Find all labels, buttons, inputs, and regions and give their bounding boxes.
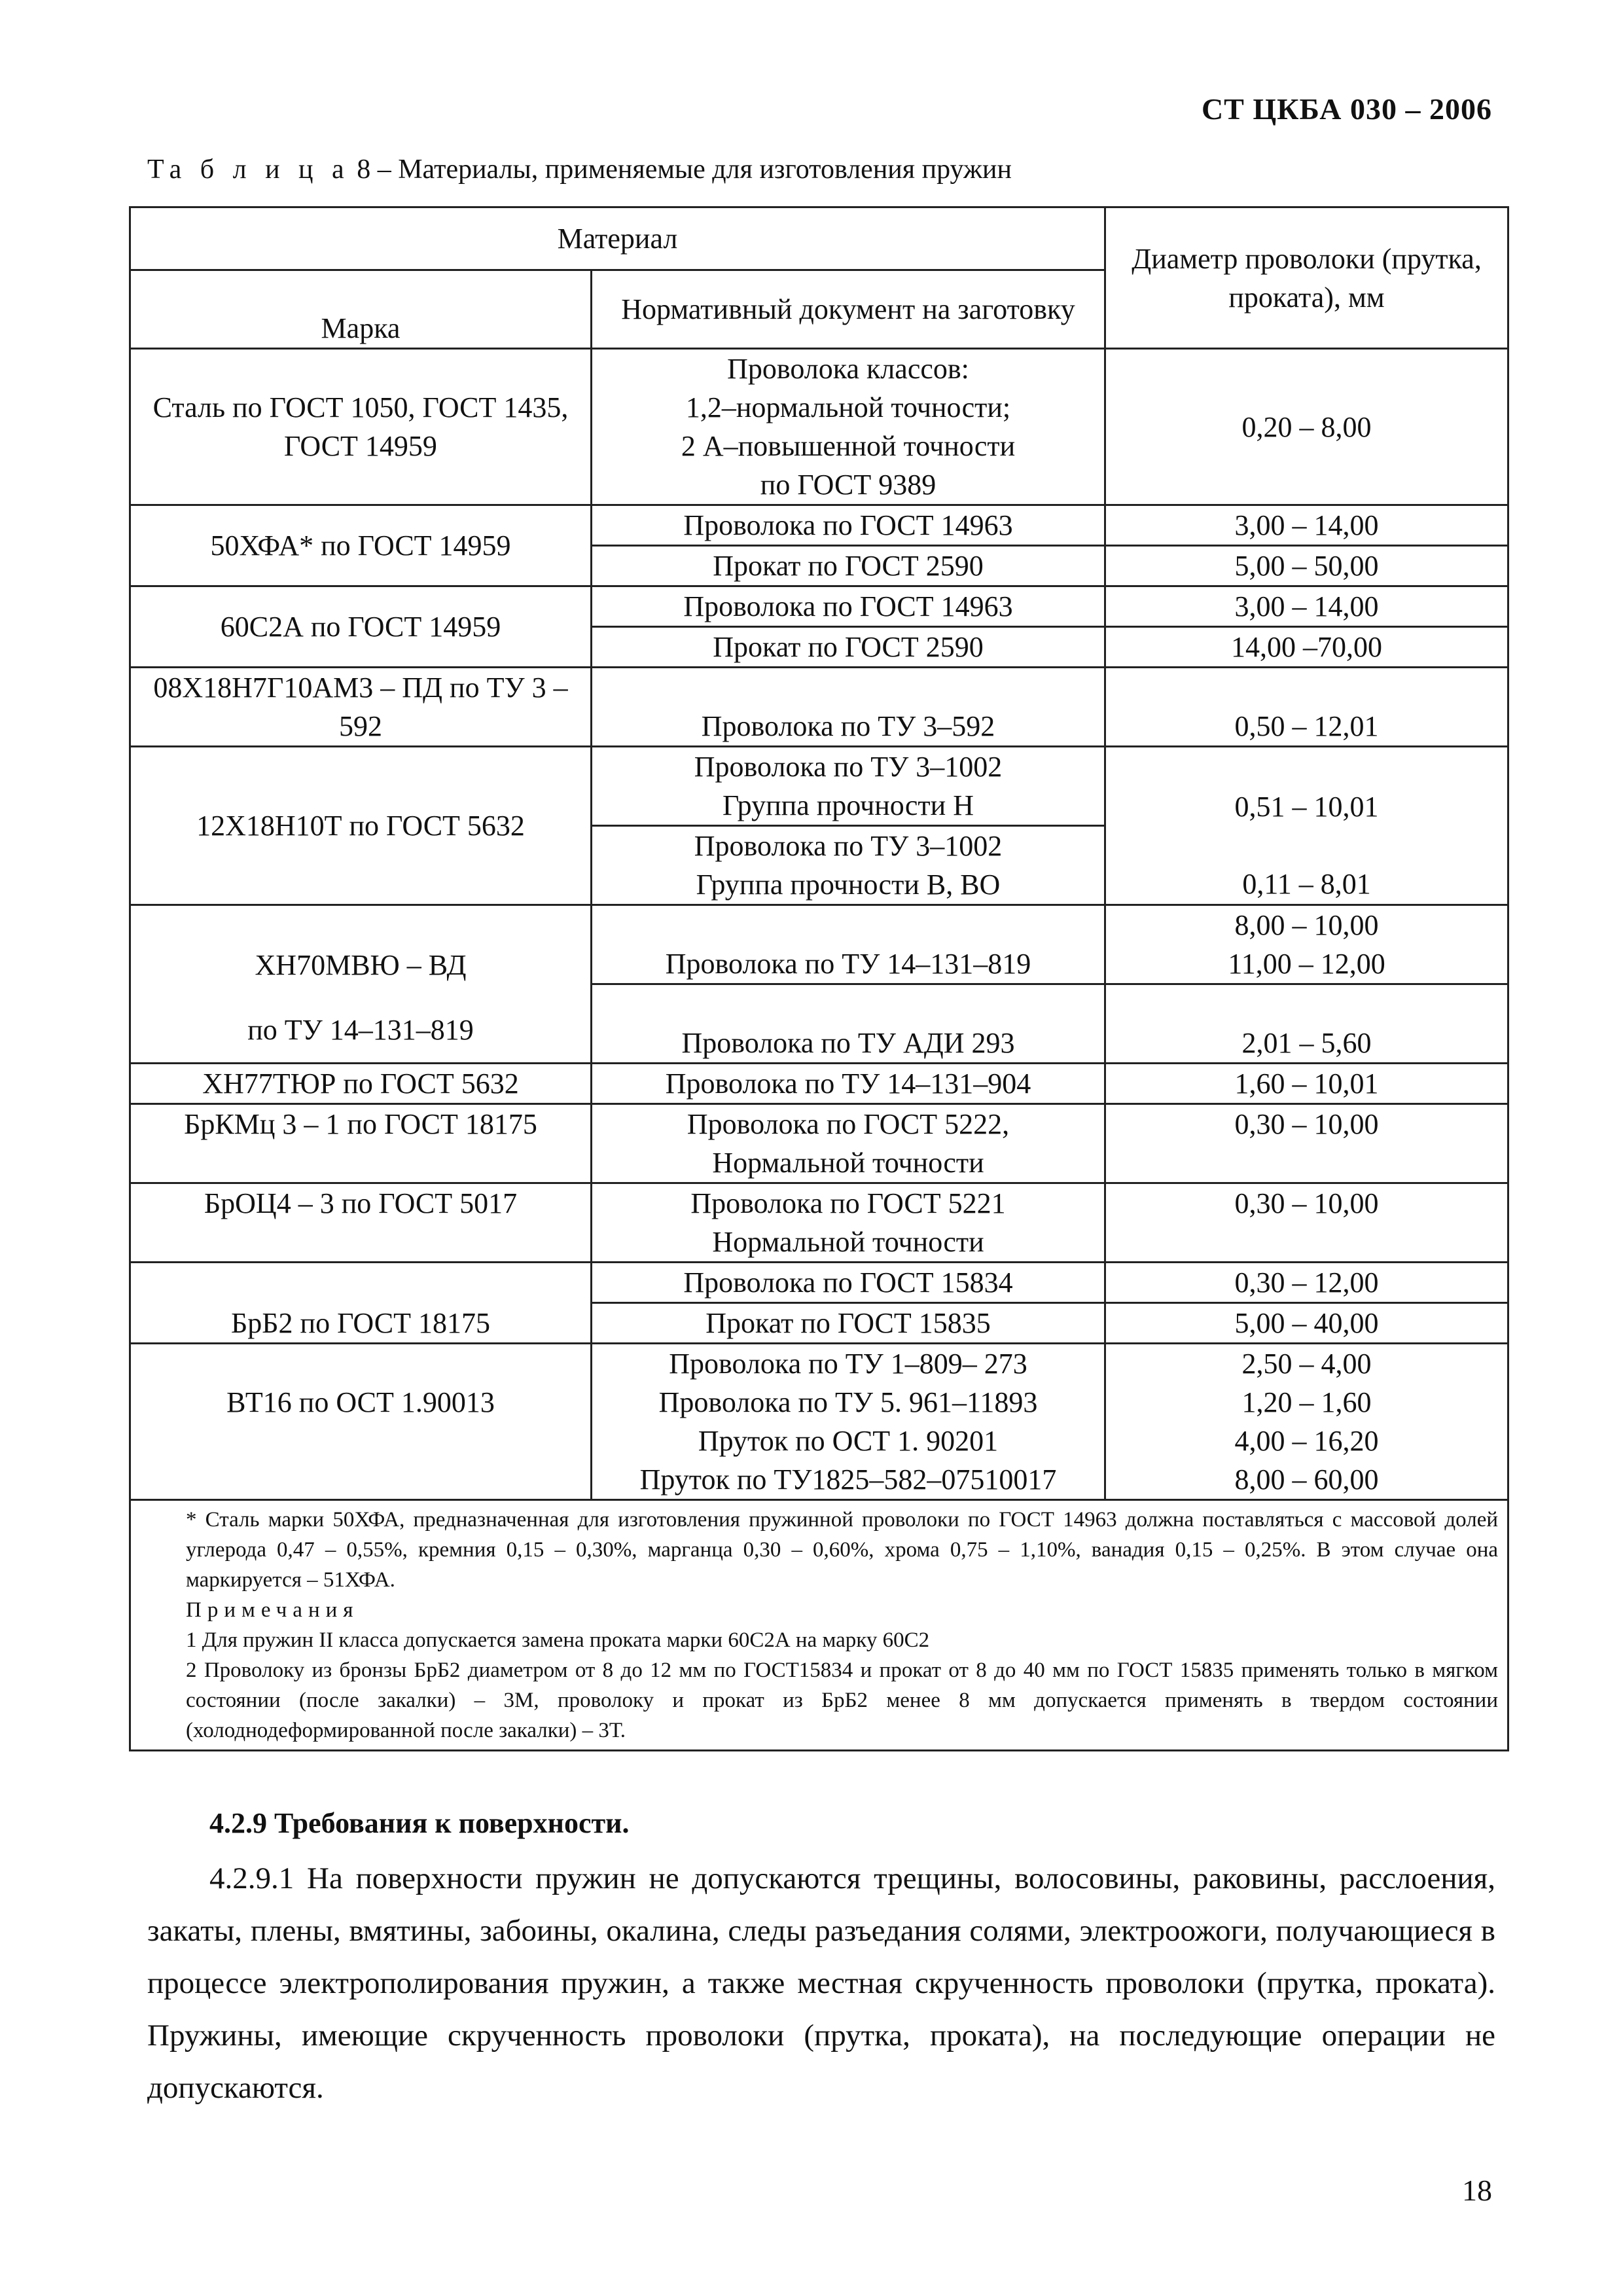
doc-line: Проволока по ТУ 3–1002 [694, 751, 1003, 783]
grade-line: ХН70МВЮ – ВД [255, 948, 467, 981]
diameter-cell [1105, 1263, 1508, 1344]
diameter-line: 5,00 – 40,00 [1106, 1302, 1507, 1342]
grade-cell: ВТ16 по ОСТ 1.90013 [130, 1344, 592, 1500]
grade-cell: БрБ2 по ГОСТ 18175 [130, 1263, 592, 1344]
diameter-cell [1105, 586, 1508, 668]
doc-cell [592, 586, 1105, 668]
diameter-cell [1105, 747, 1508, 905]
grade-cell: Сталь по ГОСТ 1050, ГОСТ 1435, ГОСТ 14959 [130, 349, 592, 505]
notes-cell [130, 1500, 1508, 1751]
grade-cell: 60С2А по ГОСТ 14959 [130, 586, 592, 668]
doc-line: Прокат по ГОСТ 2590 [592, 545, 1104, 585]
doc-cell [592, 505, 1105, 586]
table-caption [147, 154, 1012, 185]
table-row [130, 1064, 1508, 1104]
diameter-line: 8,00 – 10,00 [1234, 909, 1379, 941]
notes-title: Примечания [186, 1598, 359, 1622]
diameter-line: 0,11 – 8,01 [1242, 867, 1371, 900]
header-doc: Нормативный документ на заготовку [592, 270, 1105, 349]
doc-line: Группа прочности В, ВО [696, 869, 1001, 901]
grade-cell: 50ХФА* по ГОСТ 14959 [130, 505, 592, 586]
doc-line: Проволока по ТУ АДИ 293 [592, 983, 1104, 1062]
footnote: * Сталь марки 50ХФА, предназначенная для изготовления пружинной проволоки по ГОСТ 14963 должна поставляться с массовой долей углерода 0,47 – 0,55%, кремния 0,15 – 0,30%, марганца 0,30 – 0,60%, хрома 0,75 – 1,10%, ванадия 0,15 – 0,25%. В этом случае она маркируется – 51ХФА. [186, 1508, 1499, 1592]
materials-table [129, 206, 1509, 1751]
grade-cell [130, 905, 592, 1064]
diameter-cell [1105, 1344, 1508, 1500]
diameter-line: 2,50 – 4,00 [1241, 1348, 1372, 1380]
grade-cell: 12Х18Н10Т по ГОСТ 5632 [130, 747, 592, 905]
table-row [130, 668, 1508, 747]
caption-prefix: Та б л и ц а [147, 154, 350, 185]
notes-row [130, 1500, 1508, 1751]
doc-cell [592, 1104, 1105, 1183]
doc-line: Проволока по ТУ 14–131–819 [665, 948, 1031, 980]
diameter-line: 11,00 – 12,00 [1228, 948, 1385, 980]
doc-line: Проволока по ГОСТ 15834 [683, 1266, 1013, 1299]
diameter-line: 2,01 – 5,60 [1106, 983, 1507, 1062]
table-row [130, 747, 1508, 905]
doc-cell: Проволока по ТУ 3–592 [592, 668, 1105, 747]
caption-text: 8 – Материалы, применяемые для изготовления пружин [349, 154, 1012, 185]
grade-cell: ХН77ТЮР по ГОСТ 5632 [130, 1064, 592, 1104]
note-1: 1 Для пружин II класса допускается замена проката марки 60С2А на марку 60С2 [186, 1628, 930, 1652]
doc-cell: Проволока по ТУ 14–131–904 [592, 1064, 1105, 1104]
header-grade: Марка [130, 270, 592, 349]
table-row [130, 505, 1508, 586]
table-row [130, 1263, 1508, 1344]
table-row [130, 586, 1508, 668]
doc-line: Проволока по ГОСТ 5222, [687, 1108, 1010, 1140]
diameter-line: 0,51 – 10,01 [1234, 790, 1379, 823]
diameter-line: 8,00 – 60,00 [1234, 1463, 1379, 1496]
diameter-cell: 0,30 – 10,00 [1105, 1104, 1508, 1183]
doc-line: Проволока по ГОСТ 14963 [683, 590, 1013, 622]
doc-cell [592, 747, 1105, 905]
doc-line: Прокат по ГОСТ 15835 [592, 1302, 1104, 1342]
doc-line: Проволока по ТУ 3–1002 [592, 825, 1104, 865]
table-row [130, 1104, 1508, 1183]
doc-line: по ГОСТ 9389 [760, 469, 936, 501]
diameter-cell: 0,50 – 12,01 [1105, 668, 1508, 747]
diameter-cell: 1,60 – 10,01 [1105, 1064, 1508, 1104]
table-row [130, 349, 1508, 505]
section-title: 4.2.9 Требования к поверхности. [209, 1807, 630, 1839]
diameter-line: 1,20 – 1,60 [1241, 1386, 1372, 1418]
doc-cell [592, 905, 1105, 1064]
doc-line: Проволока классов: [727, 353, 969, 385]
doc-line: Нормальной точности [712, 1226, 984, 1258]
grade-cell: БрКМц 3 – 1 по ГОСТ 18175 [130, 1104, 592, 1183]
doc-cell [592, 1183, 1105, 1263]
doc-line: 2 А–повышенной точности [681, 430, 1016, 462]
diameter-cell: 0,20 – 8,00 [1105, 349, 1508, 505]
diameter-cell [1105, 905, 1508, 1064]
doc-cell [592, 349, 1105, 505]
diameter-line: 14,00 –70,00 [1106, 626, 1507, 666]
table-row [130, 1183, 1508, 1263]
doc-line: Проволока по ТУ 1–809– 273 [669, 1348, 1027, 1380]
section-paragraph [147, 1852, 1495, 2114]
header-material: Материал [130, 207, 1105, 270]
doc-cell [592, 1344, 1105, 1500]
doc-line: Группа прочности Н [722, 789, 974, 821]
table-row [130, 905, 1508, 1064]
document-code: СТ ЦКБА 030 – 2006 [1201, 92, 1492, 126]
note-2: 2 Проволоку из бронзы БрБ2 диаметром от 8 до 12 мм по ГОСТ15834 и прокат от 8 до 40 мм по ГОСТ 15835 применять только в мягком состоянии (после закалки) – 3М, проволоку и прокат из БрБ2 менее 8 мм допускается применять в твердом состоянии (холоднодеформированной после закалки) – 3Т. [186, 1659, 1499, 1742]
diameter-cell [1105, 505, 1508, 586]
doc-line: 1,2–нормальной точности; [685, 391, 1011, 423]
paragraph-text: 4.2.9.1 На поверхности пружин не допускаются трещины, волосовины, раковины, расслоения, закаты, плены, вмятины, забоины, окалина, следы разъедания солями, электроожоги, получающиеся в процессе электрополирования пружин, а также местная скрученность проволоки (прутка, проката). Пружины, имеющие скрученность проволоки (прутка, проката), на последующие операции не допускаются. [147, 1861, 1495, 2105]
doc-line: Пруток по ТУ1825–582–07510017 [639, 1463, 1057, 1496]
header-diameter: Диаметр проволоки (прутка, проката), мм [1105, 207, 1508, 349]
doc-line: Проволока по ТУ 5. 961–11893 [658, 1386, 1038, 1418]
grade-line: по ТУ 14–131–819 [247, 1013, 474, 1046]
diameter-line: 3,00 – 14,00 [1234, 590, 1379, 622]
grade-cell: 08Х18Н7Г10АМ3 – ПД по ТУ 3 – 592 [130, 668, 592, 747]
diameter-line: 3,00 – 14,00 [1234, 509, 1379, 541]
diameter-line: 0,30 – 12,00 [1234, 1266, 1379, 1299]
doc-line: Нормальной точности [712, 1147, 984, 1179]
diameter-line: 4,00 – 16,20 [1234, 1425, 1379, 1457]
doc-line: Прокат по ГОСТ 2590 [592, 626, 1104, 666]
table-row [130, 1344, 1508, 1500]
page-number: 18 [1462, 2174, 1492, 2207]
doc-line: Проволока по ГОСТ 14963 [683, 509, 1013, 541]
doc-line: Проволока по ГОСТ 5221 [690, 1187, 1006, 1219]
grade-cell: БрОЦ4 – 3 по ГОСТ 5017 [130, 1183, 592, 1263]
doc-line: Пруток по ОСТ 1. 90201 [698, 1425, 999, 1457]
doc-cell [592, 1263, 1105, 1344]
diameter-line: 5,00 – 50,00 [1106, 545, 1507, 585]
diameter-cell: 0,30 – 10,00 [1105, 1183, 1508, 1263]
